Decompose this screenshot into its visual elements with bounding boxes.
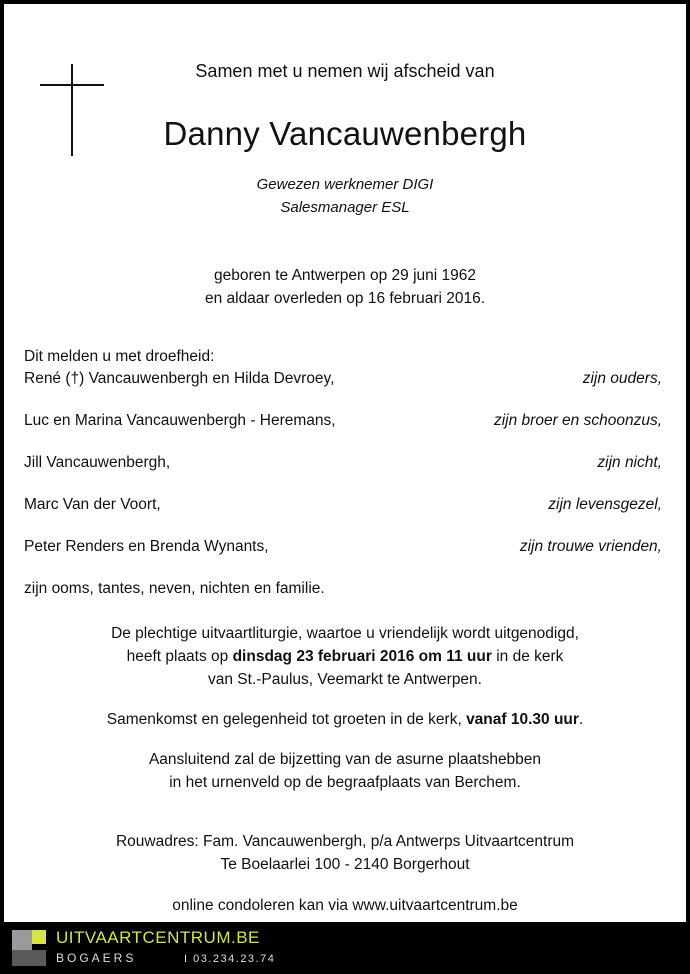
family-relation: zijn broer en schoonzus, (493, 412, 662, 429)
burial-line: in het urnenveld op de begraafplaats van Berchem. (169, 774, 521, 791)
address-line: Rouwadres: Fam. Vancauwenbergh, p/a Antwerps Uitvaartcentrum (115, 833, 575, 850)
birth-line: geboren te Antwerpen op 29 juni 1962 (214, 267, 476, 284)
logo-icon-base (12, 950, 46, 966)
address-line: Te Boelaarlei 100 - 2140 Borgerhout (220, 856, 470, 873)
deceased-name: Danny Vancauwenbergh (163, 115, 527, 152)
role-line: Salesmanager ESL (280, 199, 410, 216)
cross-icon-bar (40, 84, 104, 86)
brand-sub: BOGAERS (56, 951, 137, 965)
family-names: Peter Renders en Brenda Wynants, (24, 538, 269, 555)
gathering-text: . (578, 711, 584, 728)
family-relation: zijn ouders, (582, 370, 662, 387)
family-names: René (†) Vancauwenbergh en Hilda Devroey, (24, 370, 335, 387)
family-relation: zijn nicht, (597, 454, 662, 471)
family-row (24, 454, 662, 472)
gathering-text: Samenkomst en gelegenheid tot groeten in de kerk, (106, 711, 467, 728)
family-relation: zijn trouwe vrienden, (519, 538, 662, 555)
family-row (24, 412, 662, 430)
death-line: en aldaar overleden op 16 februari 2016. (204, 290, 486, 307)
family-relation: zijn levensgezel, (548, 496, 662, 513)
announcement: Dit melden u met droefheid: (24, 348, 215, 365)
logo-icon-accent (32, 930, 46, 944)
family-row (24, 370, 662, 388)
family-row (24, 538, 662, 556)
role-line: Gewezen werknemer DIGI (256, 176, 434, 193)
family-row (24, 496, 662, 514)
ceremony-line: van St.-Paulus, Veemarkt te Antwerpen. (208, 671, 482, 688)
extended-family: zijn ooms, tantes, neven, nichten en familie. (24, 580, 325, 597)
ceremony-date: dinsdag 23 februari 2016 om 11 uur (232, 648, 492, 665)
phone-number: I 03.234.23.74 (184, 953, 276, 965)
ceremony-text: in de kerk (491, 648, 564, 665)
family-names: Luc en Marina Vancauwenbergh - Heremans, (24, 412, 336, 429)
online-condolence: online condoleren kan via www.uitvaartcentrum.be (172, 897, 518, 914)
gathering-line (0, 708, 690, 731)
family-names: Jill Vancauwenbergh, (24, 454, 171, 471)
burial-line: Aansluitend zal de bijzetting van de asurne plaatshebben (148, 751, 542, 768)
brand-name: UITVAARTCENTRUM.BE (56, 928, 260, 947)
gathering-time: vanaf 10.30 uur (466, 711, 579, 728)
family-names: Marc Van der Voort, (24, 496, 161, 513)
intro-text: Samen met u nemen wij afscheid van (195, 61, 495, 81)
logo-icon (12, 930, 32, 950)
ceremony-text: heeft plaats op (126, 648, 233, 665)
ceremony-line: De plechtige uitvaartliturgie, waartoe u vriendelijk wordt uitgenodigd, (111, 625, 579, 642)
ceremony-line (0, 645, 690, 668)
